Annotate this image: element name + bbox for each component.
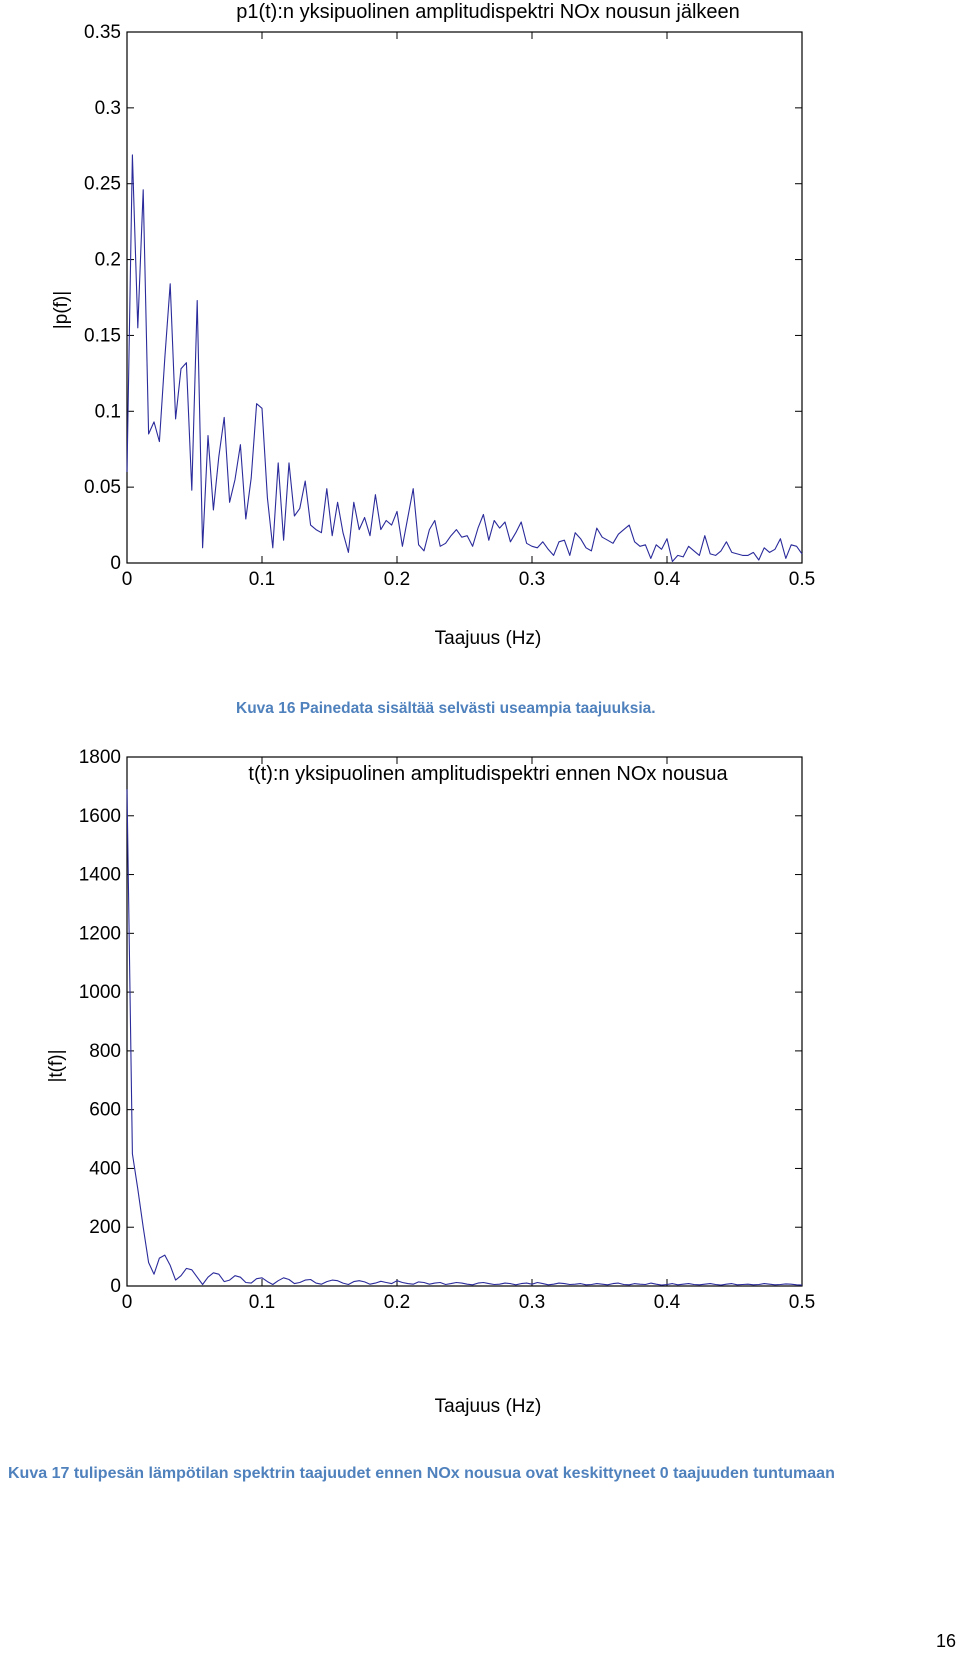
x-tick-label: 0.2 [383,569,411,590]
y-tick-label: 0.15 [84,325,121,347]
y-tick-label: 0 [110,1276,121,1297]
x-tick-label: 0.3 [518,569,546,590]
y-tick-label: 0.05 [84,477,121,499]
chart-title: p1(t):n yksipuolinen amplitudispektri NOx nousun jälkeen [236,1,740,23]
chart-t-spectrum [0,747,960,1420]
x-tick-label: 0.2 [383,1292,411,1313]
x-tick-label: 0.5 [788,1292,816,1313]
y-tick-label: 800 [89,1040,121,1062]
x-tick-label: 0.4 [653,569,681,590]
y-axis-label: |t(f)| [46,1049,67,1083]
y-tick-label: 1800 [78,747,121,768]
page-number: 16 [935,1631,956,1651]
x-tick-label: 0.3 [518,1292,546,1313]
series-line [127,789,802,1285]
x-tick-label: 0 [121,569,133,590]
y-tick-label: 0.25 [84,173,121,195]
figure-17-caption: Kuva 17 tulipesän lämpötilan spektrin taajuudet ennen NOx nousua ovat keskittyneet 0 taajuuden tuntumaan [8,1465,835,1482]
y-tick-label: 1200 [78,923,121,945]
y-tick-label: 1000 [78,982,121,1004]
y-tick-label: 1600 [78,805,121,827]
y-tick-label: 0.35 [84,22,121,43]
x-tick-label: 0.1 [248,1292,276,1313]
y-tick-label: 200 [89,1217,121,1239]
chart-title: t(t):n yksipuolinen amplitudispektri ennen NOx nousua [248,763,728,785]
x-axis-label: Taajuus (Hz) [434,628,542,649]
series-line [127,155,802,562]
y-tick-label: 600 [89,1099,121,1121]
y-axis-label: |p(f)| [51,290,72,330]
y-tick-label: 0 [110,553,121,574]
x-tick-label: 0.1 [248,569,276,590]
y-tick-label: 1400 [78,864,121,886]
y-tick-label: 0.3 [94,97,121,119]
x-axis-label: Taajuus (Hz) [434,1396,542,1417]
x-tick-label: 0.5 [788,569,816,590]
x-tick-label: 0 [121,1292,133,1313]
y-tick-label: 0.1 [94,401,121,423]
y-tick-label: 0.2 [94,249,121,271]
y-tick-label: 400 [89,1158,121,1180]
figure-16-caption: Kuva 16 Painedata sisältää selvästi useampia taajuuksia. [236,700,656,717]
x-tick-label: 0.4 [653,1292,681,1313]
chart-p-spectrum [0,0,960,660]
plot-frame [127,757,802,1286]
